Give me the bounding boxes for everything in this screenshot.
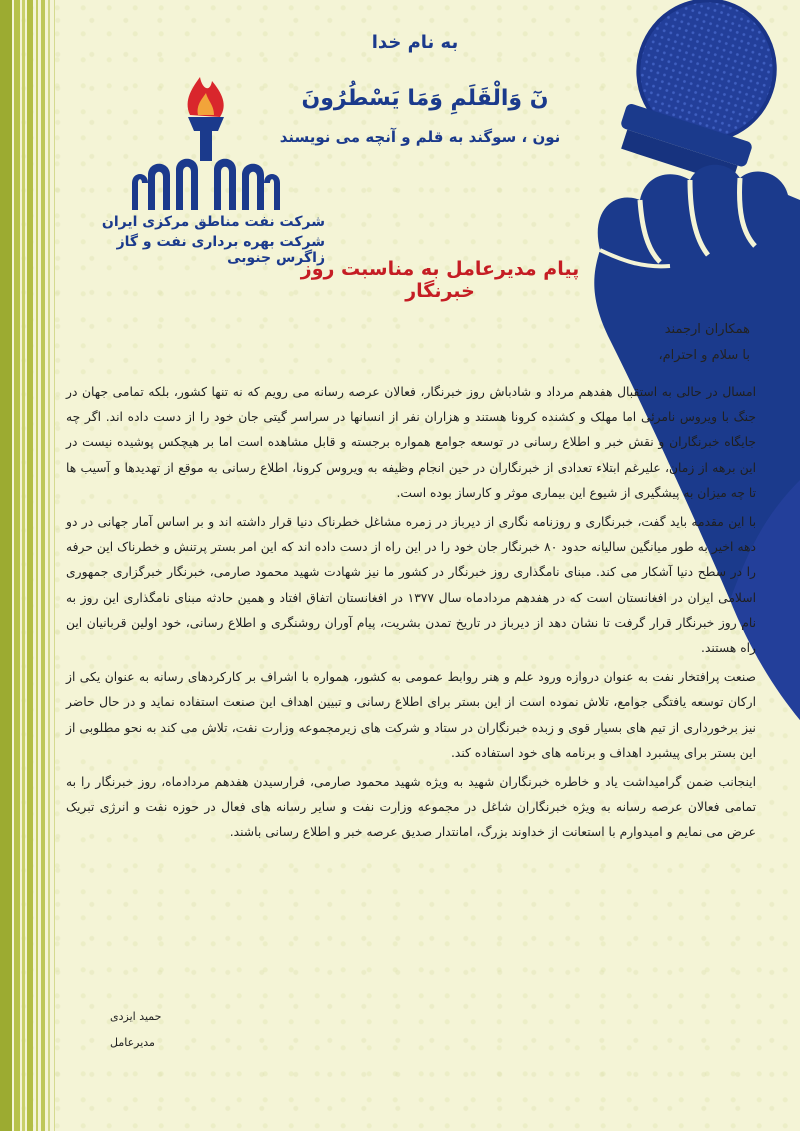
body-paragraph-1: امسال در حالی به استقبال هفدهم مرداد و شادباش روز خبرنگار، فعالان عرصه رسانه می رویم که نه تنها کشور، بلکه تمامی جهان در جنگ با ویروس نامرئی اما مهلک و کشنده کرونا هستند و هزاران نفر از انسانها در سراسر گیتی جان خود را از دست داده اند. اگر چه جایگاه خبرنگاران و نقش خبر و اطلاع رسانی در توسعه جوامع همواره برجسته و قابل مشاهده است اما بر هیچکس پوشیده نیست در این برهه از زمان، علیرغم ابتلاء تعدادی از خبرنگاران در حین انجام وظیفه به ویروس کرونا، اطلاع رسانی به موقع از تهدیدها و آسیب ها تا چه میزان به پیشگیری از شیوع این بیماری موثر و کارساز بوده است. bbox=[66, 385, 756, 500]
body-paragraph-3: صنعت پرافتخار نفت به عنوان دروازه ورود علم و هنر روابط عمومی به کشور، همواره با اشراف بر کارکردهای رسانه به عنوان یکی از ارکان توسعه یافتگی جوامع، تلاش نموده است از این بستر برای اطلاع رسانی و تبیین اهداف این صنعت استفاده نماید و در حال حاضر نیز برخورداری از تیم های بسیار قوی و زبده خبرنگاران در ستاد و شرکت های زیرمجموعه وزارت نفت، تلاش می کند به نحو مطلوبی از این بستر برای پیشبرد اهداف و برنامه های خود استفاده کند. bbox=[66, 670, 756, 760]
salutation-line-2: با سلام و احترام، bbox=[658, 348, 750, 363]
company-name-line-1: شرکت نفت مناطق مرکزی ایران bbox=[101, 214, 325, 230]
oil-company-logo-icon bbox=[128, 75, 298, 215]
body-paragraph-4: اینجانب ضمن گرامیداشت یاد و خاطره خبرنگاران شهید به ویژه شهید محمود صارمی، فرارسیدن هفدهم مردادماه، روز خبرنگار را به تمامی فعالان عرصه رسانه به ویژه خبرنگاران شاغل در مجموعه وزارت نفت و سایر رسانه های فعال در حوزه نفت و انرژی تبریک عرض می نمایم و امیدوارم با استعانت از خداوند بزرگ، امانتدار صدیق عرصه خبر و اطلاع رسانی باشند. bbox=[66, 775, 756, 840]
quran-verse: نٓ وَالْقَلَمِ وَمَا يَسْطُرُونَ bbox=[301, 86, 549, 111]
signature-title: مدیرعامل bbox=[110, 1036, 155, 1049]
signature-name: حمید ایزدی bbox=[110, 1010, 162, 1023]
verse-translation: نون ، سوگند به قلم و آنچه می نویسند bbox=[279, 128, 561, 146]
letter-body bbox=[66, 380, 756, 850]
basmala-heading: به نام خدا bbox=[371, 32, 459, 53]
salutation-line-1: همکاران ارجمند bbox=[664, 322, 750, 337]
letter-title: پیام مدیرعامل به مناسبت روز خبرنگار bbox=[300, 258, 580, 302]
company-name-line-2: شرکت بهره برداری نفت و گاز زاگرس جنوبی bbox=[116, 234, 325, 266]
left-green-stripes bbox=[0, 0, 62, 1131]
body-paragraph-2: با این مقدمه باید گفت، خبرنگاری و روزنامه نگاری از دیرباز در زمره مشاغل خطرناک دنیا قرار داشته اند و بر اساس آمار جهانی در دو دهه اخیر به طور میانگین سالیانه حدود ۸۰ خبرنگار جان خود را در این راه از دست داده اند که این امر بستر پرتنش و خطرناک این حرفه را در سطح دنیا آشکار می کند. مبنای نامگذاری روز خبرنگار در کشور ما نیز شهادت شهید محمود صارمی، خبرنگار خبرگزاری جمهوری اسلامی ایران در افغانستان است که در هفدهم مردادماه سال ۱۳۷۷ در افغانستان اتفاق افتاد و همین حادثه مبنای نامگذاری این روز به نام روز خبرنگار قرار گرفت تا نشان دهد از دیرباز در تاریخ تمدن بشریت، پیام آوران روشنگری و اطلاع رسانی، خود اولین قربانیان این راه هستند. bbox=[66, 515, 757, 656]
